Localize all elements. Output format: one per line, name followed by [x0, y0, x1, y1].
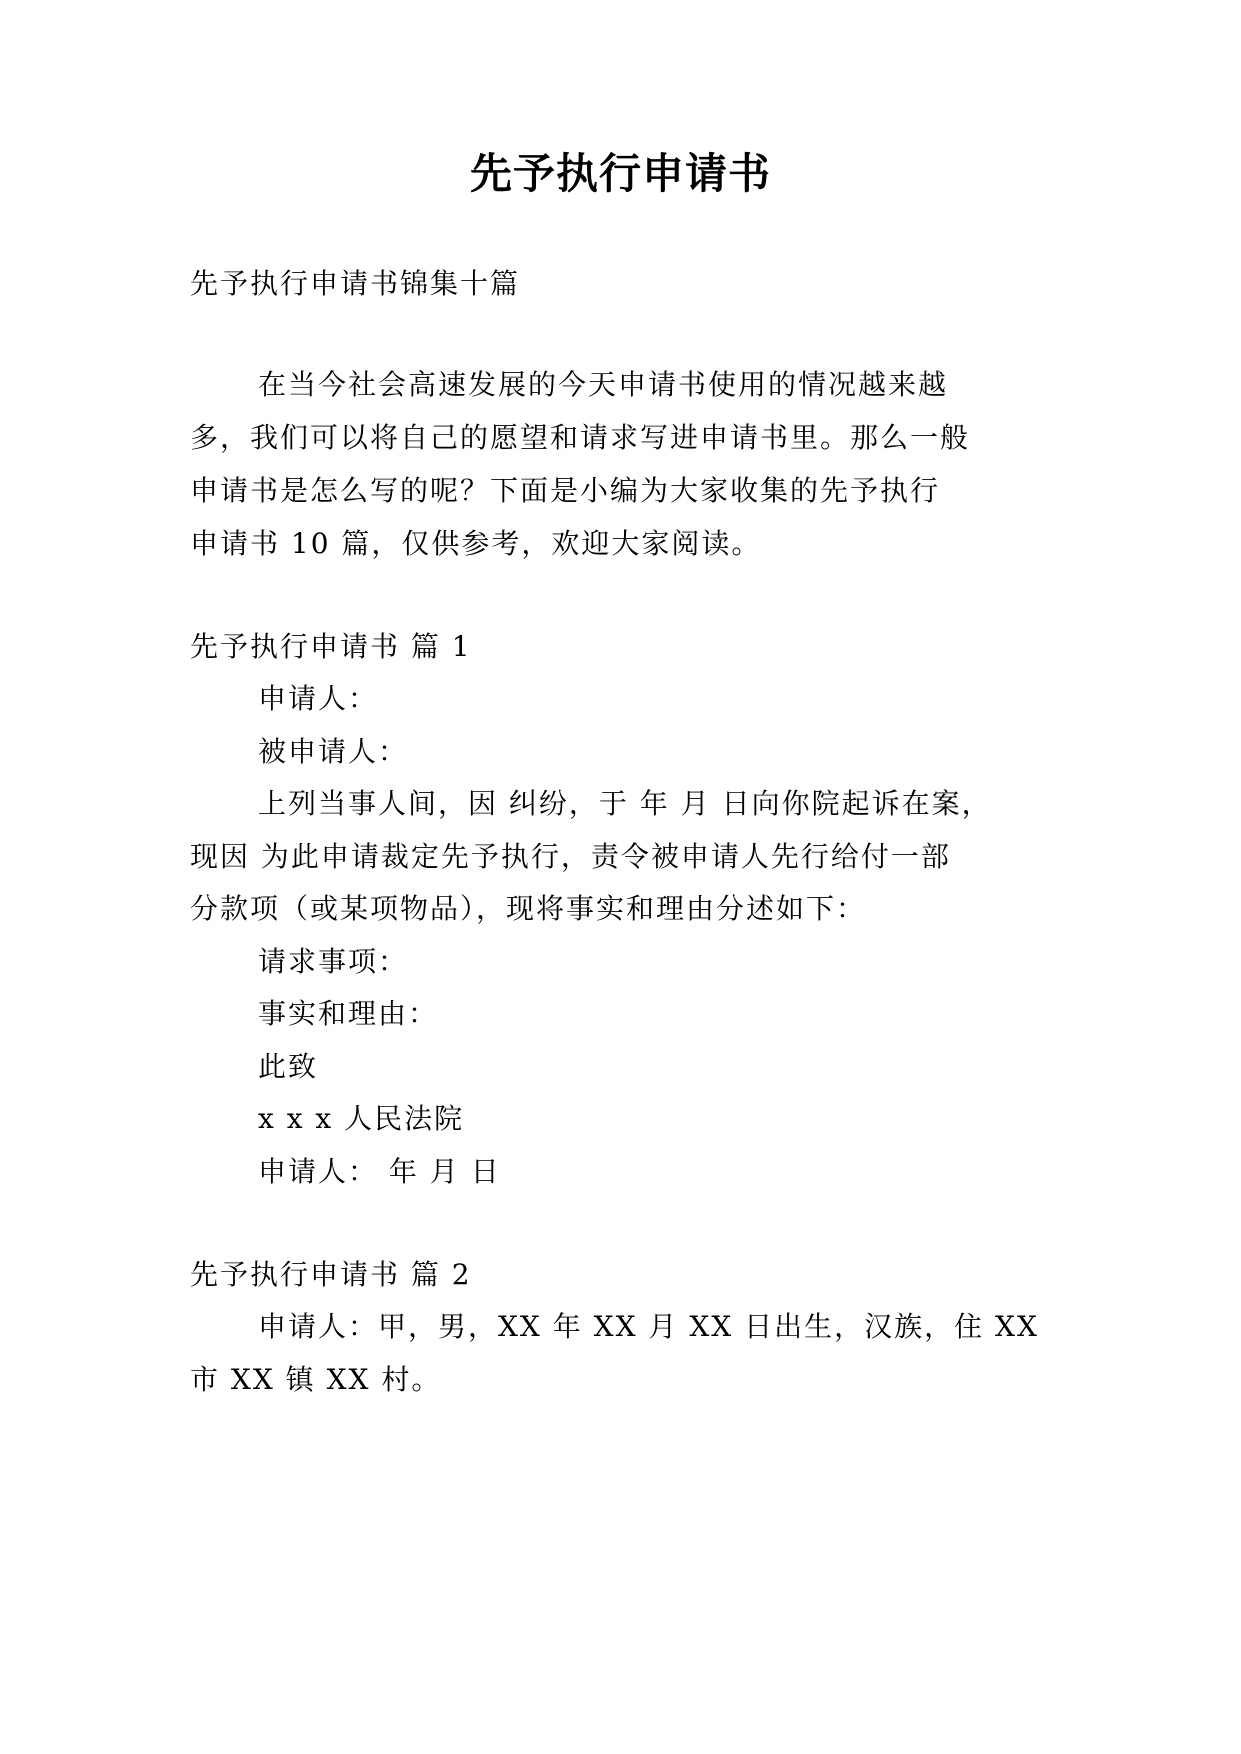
section-1-heading: 先予执行申请书 篇 1: [190, 630, 472, 663]
document-title: 先予执行申请书: [469, 149, 771, 198]
section-2-line: 市 XX 镇 XX 村。: [190, 1363, 442, 1396]
section-2-line: 申请人：甲，男，XX 年 XX 月 XX 日出生，汉族，住 XX: [258, 1310, 1039, 1343]
section-1-line: 申请人： 年 月 日: [258, 1155, 501, 1188]
section-1-line: 上列当事人间，因 纠纷，于 年 月 日向你院起诉在案，: [258, 787, 992, 820]
section-1-line: 被申请人：: [258, 735, 409, 768]
section-1-line: 现因 为此申请裁定先予执行，责令被申请人先行给付一部: [190, 840, 951, 873]
section-1-line: 此致: [258, 1050, 319, 1083]
section-1-line: 申请人：: [258, 682, 379, 715]
intro-line-2: 多，我们可以将自己的愿望和请求写进申请书里。那么一般: [190, 421, 971, 454]
section-2-heading: 先予执行申请书 篇 2: [190, 1258, 472, 1291]
section-1-line: 请求事项：: [258, 945, 409, 978]
intro-line-4: 申请书 10 篇，仅供参考，欢迎大家阅读。: [190, 527, 762, 560]
document-subtitle: 先予执行申请书锦集十篇: [190, 267, 521, 300]
intro-line-3: 申请书是怎么写的呢？下面是小编为大家收集的先予执行: [190, 474, 941, 507]
section-1-line: 事实和理由：: [258, 997, 439, 1030]
section-1-line: x x x 人民法院: [258, 1102, 465, 1135]
section-1-line: 分款项（或某项物品），现将事实和理由分述如下：: [190, 892, 867, 925]
intro-line-1: 在当今社会高速发展的今天申请书使用的情况越来越: [258, 368, 949, 401]
